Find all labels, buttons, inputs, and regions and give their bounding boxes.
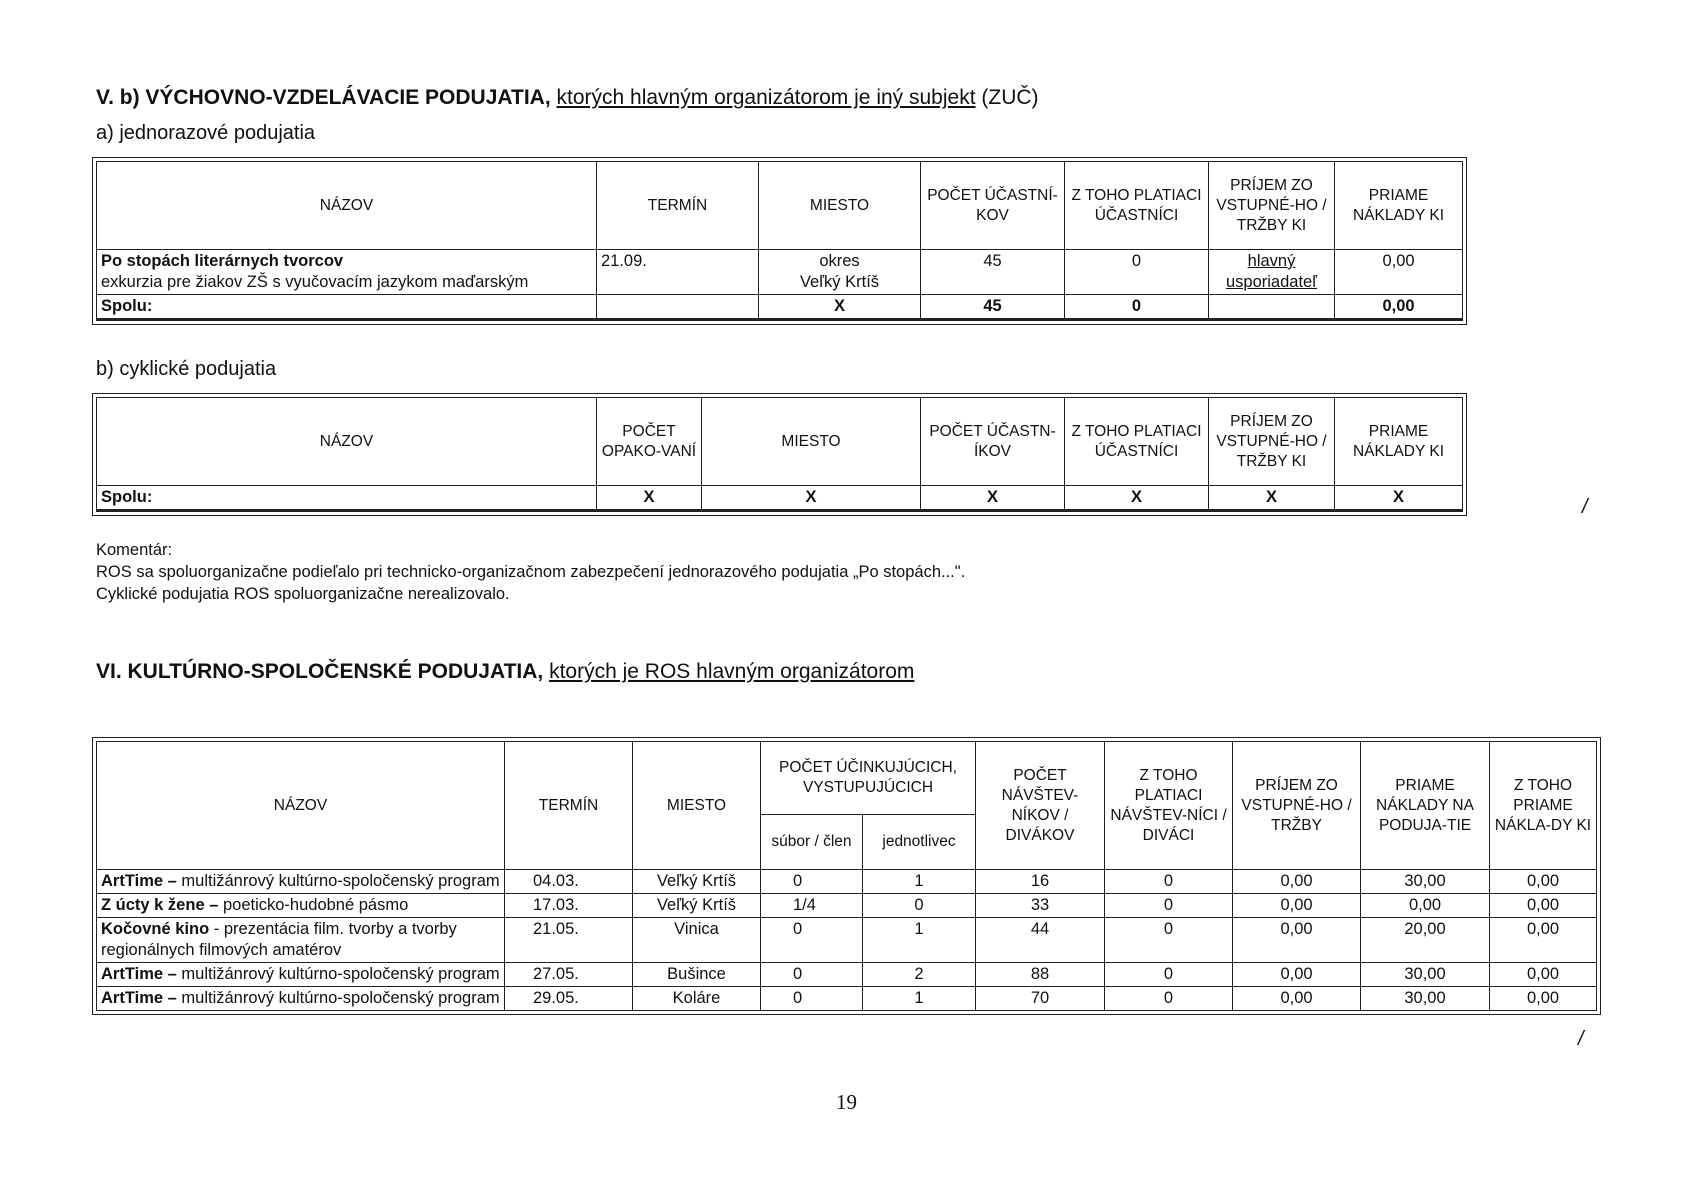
cell-jednotlivec: 2 <box>863 963 976 987</box>
table-cultural-events <box>96 741 1597 1011</box>
header-naklady: PRIAME NÁKLADY KI <box>1335 398 1463 486</box>
cell-platiaci: 0 <box>1105 870 1233 894</box>
header-miesto: MIESTO <box>702 398 921 486</box>
sum-label: Spolu: <box>97 295 597 320</box>
header-ucinkujucich: POČET ÚČINKUJÚCICH, VYSTUPUJÚCICH <box>761 742 976 815</box>
cell-subor: 0 <box>761 870 863 894</box>
cell-navstevnikov: 44 <box>976 918 1105 963</box>
event-name-rest: multižánrový kultúrno-spoločenský program <box>176 872 500 890</box>
event-name-cell <box>97 250 597 295</box>
table-row <box>97 918 1597 963</box>
table-single-events <box>96 161 1463 321</box>
header-nazov: NÁZOV <box>97 162 597 250</box>
event-name-rest: multižánrový kultúrno-spoločenský program <box>176 989 500 1007</box>
cell-jednotlivec: 1 <box>863 987 976 1011</box>
header-nazov: NÁZOV <box>97 742 505 870</box>
sum-pocet: 45 <box>921 295 1065 320</box>
cell-naklady: 20,00 <box>1361 918 1490 963</box>
cell-termin: 29.05. <box>505 987 633 1011</box>
cell-naklady: 30,00 <box>1361 963 1490 987</box>
event-name-bold: Z úcty k žene – <box>101 896 219 914</box>
cell-miesto: Koláre <box>633 987 761 1011</box>
page-number: 19 <box>836 1090 857 1114</box>
event-name-cell <box>97 894 505 918</box>
sum-cell: X <box>1209 486 1335 511</box>
cell-prijem: 0,00 <box>1233 918 1361 963</box>
header-opakovani: POČET OPAKO-VANÍ <box>597 398 702 486</box>
cell-jednotlivec: 1 <box>863 870 976 894</box>
event-name-cell <box>97 963 505 987</box>
section6-title-underlined: ktorých je ROS hlavným organizátorom <box>549 660 915 683</box>
header-platiaci: Z TOHO PLATIACI NÁVŠTEV-NÍCI / DIVÁCI <box>1105 742 1233 870</box>
table-row <box>97 894 1597 918</box>
table-row <box>97 963 1597 987</box>
event-name-rest: multižánrový kultúrno-spoločenský program <box>176 965 500 983</box>
event-name-bold: ArtTime – <box>101 872 177 890</box>
table-row <box>97 870 1597 894</box>
miesto-line2: Veľký Krtíš <box>799 273 880 291</box>
event-name-bold: ArtTime – <box>101 965 177 983</box>
cell-navstevnikov: 70 <box>976 987 1105 1011</box>
header-z-toho: Z TOHO PLATIACI ÚČASTNÍCI <box>1065 398 1209 486</box>
header-naklady: PRIAME NÁKLADY KI <box>1335 162 1463 250</box>
header-navstevnikov: POČET NÁVŠTEV-NÍKOV / DIVÁKOV <box>976 742 1105 870</box>
sum-z-toho: 0 <box>1065 295 1209 320</box>
comment-line2: Cyklické podujatia ROS spoluorganizačne nerealizovalo. <box>96 585 510 603</box>
cell-termin: 17.03. <box>505 894 633 918</box>
cell-subor: 1/4 <box>761 894 863 918</box>
cell-naklady: 0,00 <box>1361 894 1490 918</box>
header-nazov: NÁZOV <box>97 398 597 486</box>
cell-naklady: 30,00 <box>1361 987 1490 1011</box>
prijem-line1: hlavný <box>1247 252 1296 270</box>
sum-cell: X <box>1335 486 1463 511</box>
event-termin: 21.09. <box>597 250 759 295</box>
header-subor: súbor / člen <box>761 815 863 870</box>
subheading-b: b) cyklické podujatia <box>96 358 277 380</box>
cell-miesto: Veľký Krtíš <box>633 870 761 894</box>
cell-miesto: Bušince <box>633 963 761 987</box>
header-naklady-ki: Z TOHO PRIAME NÁKLA-DY KI <box>1490 742 1597 870</box>
cell-termin: 27.05. <box>505 963 633 987</box>
sum-naklady: 0,00 <box>1335 295 1463 320</box>
header-pocet: POČET ÚČASTNÍ-KOV <box>921 162 1065 250</box>
subheading-a: a) jednorazové podujatia <box>96 122 316 144</box>
sum-row <box>97 295 1463 320</box>
header-naklady: PRIAME NÁKLADY NA PODUJA-TIE <box>1361 742 1490 870</box>
table-header-row <box>97 742 1597 815</box>
event-naklady: 0,00 <box>1335 250 1463 295</box>
prijem-line2: usporiadateľ <box>1225 273 1318 291</box>
comment-block <box>96 539 965 605</box>
section6-title <box>96 660 914 684</box>
sum-cell: X <box>597 486 702 511</box>
cell-prijem: 0,00 <box>1233 894 1361 918</box>
cell-platiaci: 0 <box>1105 894 1233 918</box>
section5-title <box>96 86 1039 110</box>
cell-prijem: 0,00 <box>1233 987 1361 1011</box>
sum-row <box>97 486 1463 511</box>
handwritten-tick: / <box>1578 1028 1584 1050</box>
table-body <box>97 870 1597 1011</box>
table-row <box>97 987 1597 1011</box>
cell-navstevnikov: 33 <box>976 894 1105 918</box>
section5-title-underlined: ktorých hlavným organizátorom je iný subjekt <box>556 86 976 109</box>
header-prijem: PRÍJEM ZO VSTUPNÉ-HO / TRŽBY KI <box>1209 162 1335 250</box>
event-miesto <box>759 250 921 295</box>
cell-prijem: 0,00 <box>1233 870 1361 894</box>
sum-cell: X <box>921 486 1065 511</box>
event-name-rest: - prezentácia film. tvorby a tvorby regionálnych filmových amatérov <box>101 920 457 959</box>
header-z-toho: Z TOHO PLATIACI ÚČASTNÍCI <box>1065 162 1209 250</box>
cell-naklady-ki: 0,00 <box>1490 963 1597 987</box>
cell-subor: 0 <box>761 963 863 987</box>
header-prijem: PRÍJEM ZO VSTUPNÉ-HO / TRŽBY KI <box>1209 398 1335 486</box>
cell-jednotlivec: 0 <box>863 894 976 918</box>
event-name: Po stopách literárnych tvorcov <box>101 252 344 270</box>
sum-label: Spolu: <box>97 486 597 511</box>
sum-cell: X <box>1065 486 1209 511</box>
cell-termin: 04.03. <box>505 870 633 894</box>
cell-prijem: 0,00 <box>1233 963 1361 987</box>
event-pocet: 45 <box>921 250 1065 295</box>
event-name-bold: ArtTime – <box>101 989 177 1007</box>
section6-title-bold: VI. KULTÚRNO-SPOLOČENSKÉ PODUJATIA, <box>96 660 544 683</box>
event-name-cell <box>97 918 505 963</box>
cell-termin: 21.05. <box>505 918 633 963</box>
cell-miesto: Veľký Krtíš <box>633 894 761 918</box>
cell-platiaci: 0 <box>1105 963 1233 987</box>
cell-subor: 0 <box>761 987 863 1011</box>
cell-platiaci: 0 <box>1105 918 1233 963</box>
miesto-line1: okres <box>819 252 860 270</box>
cell-naklady: 30,00 <box>1361 870 1490 894</box>
comment-line1: ROS sa spoluorganizačne podieľalo pri technicko-organizačnom zabezpečení jednorazového podujatia „Po stopách...". <box>96 563 966 581</box>
cell-subor: 0 <box>761 918 863 963</box>
event-description: exkurzia pre žiakov ZŠ s vyučovacím jazykom maďarským <box>101 273 529 291</box>
sum-prijem <box>1209 295 1335 320</box>
header-miesto: MIESTO <box>759 162 921 250</box>
cell-miesto: Vinica <box>633 918 761 963</box>
header-prijem: PRÍJEM ZO VSTUPNÉ-HO / TRŽBY <box>1233 742 1361 870</box>
cell-naklady-ki: 0,00 <box>1490 894 1597 918</box>
event-z-toho: 0 <box>1065 250 1209 295</box>
cell-navstevnikov: 88 <box>976 963 1105 987</box>
header-termin: TERMÍN <box>505 742 633 870</box>
cell-navstevnikov: 16 <box>976 870 1105 894</box>
sum-cell: X <box>702 486 921 511</box>
event-name-cell <box>97 870 505 894</box>
cell-jednotlivec: 1 <box>863 918 976 963</box>
section5-title-tail: (ZUČ) <box>981 86 1039 109</box>
sum-miesto: X <box>759 295 921 320</box>
comment-label: Komentár: <box>96 541 173 559</box>
event-name-rest: poeticko-hudobné pásmo <box>218 896 409 914</box>
cell-platiaci: 0 <box>1105 987 1233 1011</box>
event-name-bold: Kočovné kino <box>101 920 210 938</box>
handwritten-tick: / <box>1582 496 1588 518</box>
event-prijem <box>1209 250 1335 295</box>
table-cyclic-events <box>96 397 1463 512</box>
header-jednotlivec: jednotlivec <box>863 815 976 870</box>
event-name-cell <box>97 987 505 1011</box>
header-pocet: POČET ÚČASTN-ÍKOV <box>921 398 1065 486</box>
sum-termin <box>597 295 759 320</box>
header-miesto: MIESTO <box>633 742 761 870</box>
cell-naklady-ki: 0,00 <box>1490 987 1597 1011</box>
cell-naklady-ki: 0,00 <box>1490 918 1597 963</box>
table-row <box>97 250 1463 295</box>
table-header-row <box>97 162 1463 250</box>
section5-title-bold: V. b) VÝCHOVNO-VZDELÁVACIE PODUJATIA, <box>96 86 551 109</box>
table-header-row <box>97 398 1463 486</box>
cell-naklady-ki: 0,00 <box>1490 870 1597 894</box>
header-termin: TERMÍN <box>597 162 759 250</box>
